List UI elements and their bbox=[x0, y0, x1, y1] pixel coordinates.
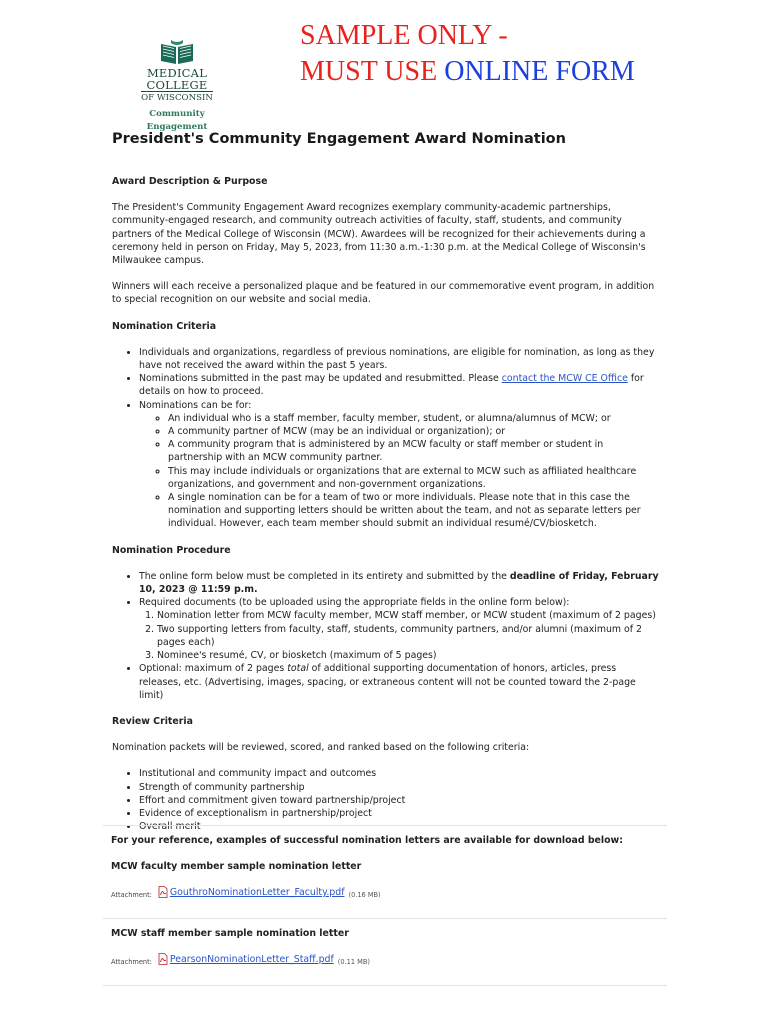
divider bbox=[103, 985, 667, 986]
criteria-item2-after: for details on how to proceed. bbox=[139, 373, 644, 398]
list-item: • Overall merit bbox=[139, 820, 660, 833]
logo-line-community: Community Engagement bbox=[146, 109, 208, 133]
list-item: ◦ An individual who is a staff member, faculty member, student, or alumna/alumnus of MCW; or bbox=[168, 412, 660, 425]
procedure-deadline: deadline of Friday, February 10, 2023 @ 11:59 p.m. bbox=[139, 570, 659, 596]
staff-attachment bbox=[103, 953, 667, 985]
list-item: 2. Two supporting letters from faculty, staff, students, community partners, and/or alumni (maximum of 2 pages each) bbox=[157, 623, 660, 649]
file-size: (0.16 MB) bbox=[348, 891, 381, 899]
pdf-icon bbox=[158, 953, 168, 965]
procedure-heading: Nomination Procedure bbox=[112, 544, 231, 556]
list-item bbox=[139, 399, 660, 531]
pdf-icon bbox=[158, 886, 168, 898]
list-item: 3. Nominee's resumé, CV, or biosketch (maximum of 5 pages) bbox=[157, 649, 660, 662]
criteria-item2-text: Nominations submitted in the past may be updated and resubmitted. Please bbox=[139, 373, 499, 385]
list-item: • Institutional and community impact and outcomes bbox=[139, 767, 660, 780]
criteria-sublist bbox=[139, 412, 660, 531]
review-heading: Review Criteria bbox=[112, 715, 193, 727]
file-size: (0.11 MB) bbox=[337, 958, 370, 966]
contact-ce-office-link[interactable]: contact the MCW CE Office bbox=[501, 373, 628, 385]
procedure-item3-after: of additional supporting documentation of honors, articles, press releases, etc. (Advertising, images, spacing, or extraneous content will not be counted toward the 2-page limit) bbox=[139, 663, 636, 701]
banner-line-1: SAMPLE ONLY - bbox=[300, 20, 508, 51]
logo-line-college: COLLEGE bbox=[146, 77, 208, 92]
list-item: ◦ This may include individuals or organizations that are external to MCW such as affiliated healthcare organizations, and government and non-government organizations. bbox=[168, 465, 660, 491]
list-item bbox=[139, 662, 660, 702]
faculty-sample-heading: MCW faculty member sample nomination letter bbox=[111, 861, 362, 872]
banner-must-use: MUST USE bbox=[300, 56, 438, 87]
list-item: • Evidence of exceptionalism in partnership/project bbox=[139, 807, 660, 820]
attachment-label: Attachment: bbox=[111, 958, 152, 966]
logo-line-medical: MEDICAL bbox=[146, 66, 208, 80]
mcw-logo bbox=[118, 38, 236, 135]
procedure-list bbox=[112, 570, 660, 702]
description-para-2: Winners will each receive a personalized plaque and be featured in our commemorative event program, in addition to special recognition on our website and social media. bbox=[112, 281, 655, 306]
criteria-heading: Nomination Criteria bbox=[112, 320, 217, 332]
list-item: • Individuals and organizations, regardless of previous nominations, are eligible for nomination, as long as they have not received the award within the past 5 years. bbox=[139, 346, 660, 372]
list-item: 1. Nomination letter from MCW faculty member, MCW staff member, or MCW student (maximum of 2 pages) bbox=[157, 609, 660, 622]
page-title: President's Community Engagement Award Nomination bbox=[112, 131, 566, 147]
list-item bbox=[139, 596, 660, 662]
procedure-item3-total: total bbox=[287, 663, 309, 675]
procedure-item2-text: Required documents (to be uploaded using the appropriate fields in the online form below): bbox=[139, 597, 570, 609]
review-intro: Nomination packets will be reviewed, scored, and ranked based on the following criteria: bbox=[112, 742, 530, 754]
procedure-item1-text: The online form below must be completed in its entirety and submitted by the bbox=[139, 570, 507, 582]
reference-heading: For your reference, examples of successful nomination letters are available for download below: bbox=[111, 835, 623, 846]
procedure-item3-text: Optional: maximum of 2 pages bbox=[139, 663, 285, 675]
staff-pdf-link[interactable]: PearsonNominationLetter_Staff.pdf bbox=[169, 954, 334, 965]
main-content bbox=[112, 175, 660, 846]
list-item bbox=[139, 372, 660, 398]
list-item: ◦ A community partner of MCW (may be an individual or organization); or bbox=[168, 425, 660, 438]
faculty-pdf-link[interactable]: GouthroNominationLetter_Faculty.pdf bbox=[169, 887, 345, 898]
attachment-label: Attachment: bbox=[111, 891, 152, 899]
open-book-icon bbox=[157, 38, 197, 66]
reference-section bbox=[103, 825, 667, 986]
logo-line-wisconsin: OF WISCONSIN bbox=[141, 93, 213, 103]
list-item: • Strength of community partnership bbox=[139, 781, 660, 794]
description-para-1: The President's Community Engagement Award recognizes exemplary community-academic partnerships, community-engaged research, and community outreach activities of faculty, staff, students, and community partners of the Medical College of Wisconsin (MCW). Awardees will be recognized for their achievements during a ceremony held in person on Friday, May 5, 2023, from 11:30 a.m.-1:30 p.m. at the Medical College of Wisconsin's Milwaukee campus. bbox=[112, 202, 646, 267]
list-item: • Effort and commitment given toward partnership/project bbox=[139, 794, 660, 807]
list-item: ◦ A community program that is administered by an MCW faculty or staff member or student in partnership with an MCW community partner. bbox=[168, 438, 660, 464]
criteria-item3-text: Nominations can be for: bbox=[139, 399, 252, 411]
criteria-list bbox=[112, 346, 660, 531]
review-list bbox=[112, 767, 660, 833]
list-item: ◦ A single nomination can be for a team of two or more individuals. Please note that in this case the nomination and supporting letters should be written about the team, and not as separate letters per individual. However, each team member should submit an individual resumé/CV/biosketch. bbox=[168, 491, 660, 531]
banner-online-form: ONLINE FORM bbox=[444, 56, 635, 87]
list-item bbox=[139, 570, 660, 596]
sample-banner bbox=[300, 18, 635, 90]
banner-line-2 bbox=[300, 54, 635, 90]
staff-sample-heading: MCW staff member sample nomination letter bbox=[111, 928, 349, 939]
description-heading: Award Description & Purpose bbox=[112, 176, 268, 187]
required-docs-list bbox=[139, 609, 660, 662]
faculty-attachment bbox=[103, 886, 667, 918]
